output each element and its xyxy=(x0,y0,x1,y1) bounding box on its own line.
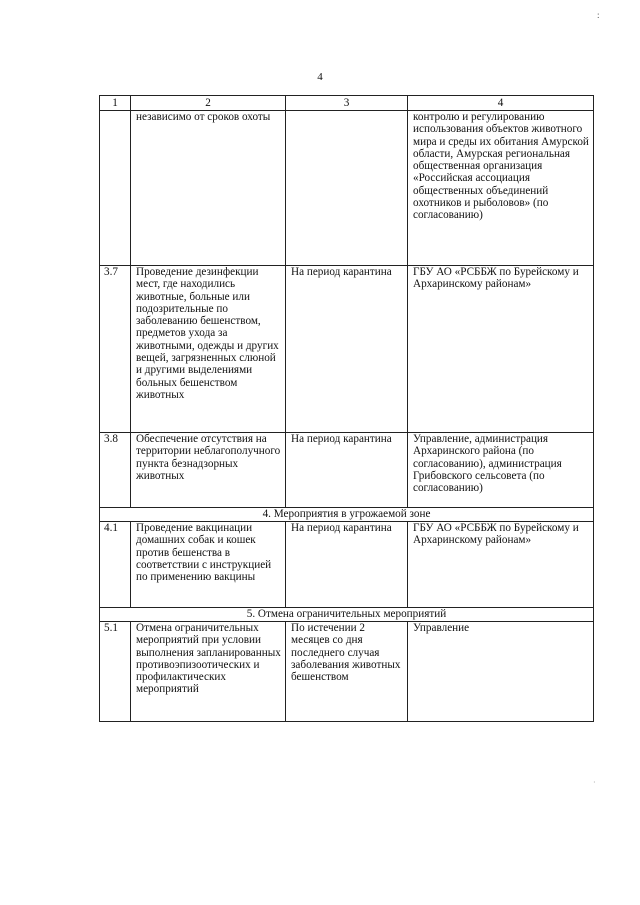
row-number: 5.1 xyxy=(100,622,131,722)
header-cell-3: 3 xyxy=(286,96,408,111)
period-cell: По истечении 2 месяцев со дня последнего случая заболевания животных бешенством xyxy=(286,622,408,722)
page-number: 4 xyxy=(317,71,323,83)
section-heading: 4. Мероприятия в угрожаемой зоне xyxy=(100,508,594,522)
responsible-cell: Управление xyxy=(408,622,594,722)
header-cell-2: 2 xyxy=(131,96,286,111)
table-header-row xyxy=(100,96,594,111)
responsible-cell: ГБУ АО «РСББЖ по Бурейскому и Архаринскому районам» xyxy=(408,266,594,433)
row-number: 4.1 xyxy=(100,522,131,608)
action-cell: Обеспечение отсутствия на территории неблагополучного пункта безнадзорных животных xyxy=(131,433,286,508)
responsible-cell: ГБУ АО «РСББЖ по Бурейскому и Архаринскому районам» xyxy=(408,522,594,608)
period-cell: На период карантина xyxy=(286,522,408,608)
table-row xyxy=(100,111,594,266)
section-heading-row xyxy=(100,608,594,622)
table-row xyxy=(100,522,594,608)
header-cell-1: 1 xyxy=(100,96,131,111)
period-cell: На период карантина xyxy=(286,266,408,433)
corner-mark: : xyxy=(597,10,600,20)
section-heading-row xyxy=(100,508,594,522)
action-cell: независимо от сроков охоты xyxy=(131,111,286,266)
responsible-cell: контролю и регулированию использования объектов животного мира и среды их обитания Амурской области, Амурская региональная общественная организация «Российская ассоциация общественных объединений охотников и рыболовов» (по согласованию) xyxy=(408,111,594,266)
table-row xyxy=(100,622,594,722)
action-cell: Проведение вакцинации домашних собак и кошек против бешенства в соответствии с инструкцией по применению вакцины xyxy=(131,522,286,608)
row-number: 3.8 xyxy=(100,433,131,508)
scan-speck: · xyxy=(593,778,596,787)
responsible-cell: Управление, администрация Архаринского района (по согласованию), администрация Грибовского сельсовета (по согласованию) xyxy=(408,433,594,508)
table-row xyxy=(100,433,594,508)
section-heading: 5. Отмена ограничительных мероприятий xyxy=(100,608,594,622)
row-number xyxy=(100,111,131,266)
measures-table xyxy=(99,95,594,722)
table-row xyxy=(100,266,594,433)
row-number: 3.7 xyxy=(100,266,131,433)
action-cell: Отмена ограничительных мероприятий при условии выполнения запланированных противоэпизоотических и профилактических мероприятий xyxy=(131,622,286,722)
period-cell: На период карантина xyxy=(286,433,408,508)
action-cell: Проведение дезинфекции мест, где находились животные, больные или подозрительные по заболеванию бешенством, предметов ухода за животными, одежды и других вещей, загрязненных слюной и другими выделениями больных бешенством животных xyxy=(131,266,286,433)
period-cell xyxy=(286,111,408,266)
header-cell-4: 4 xyxy=(408,96,594,111)
